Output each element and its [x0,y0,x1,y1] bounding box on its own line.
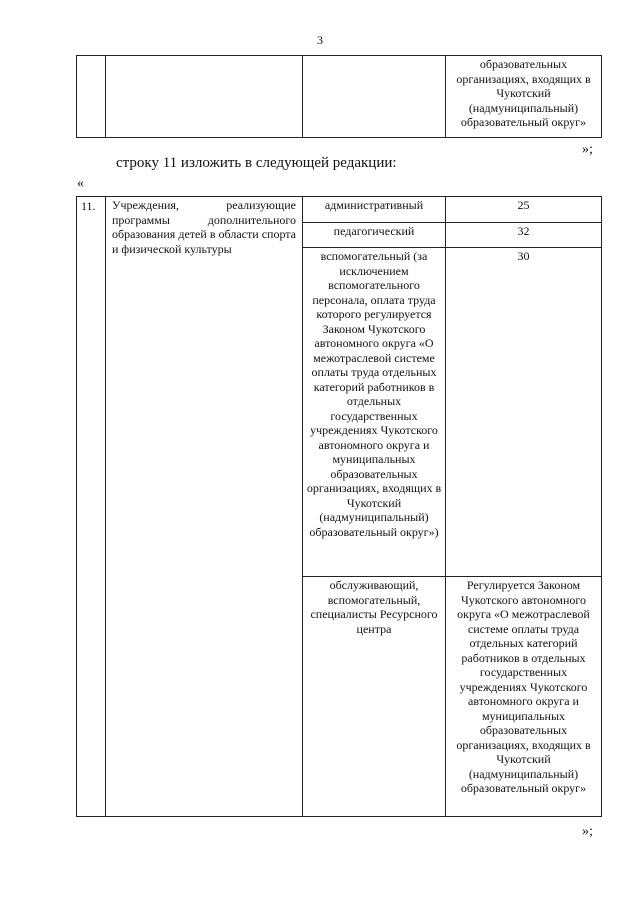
category-name: обслуживающий, вспомогательный, специалисты Ресурсного центра [303,577,446,817]
category-name: административный [303,197,446,223]
continued-table [76,55,602,138]
category-name: педагогический [303,223,446,248]
category-value: 25 [446,197,602,223]
institution-cell: Учреждения, реализующие программы дополнительного образования детей в области спорта и физической культуры [106,197,303,817]
category-value: Регулируется Законом Чукотского автономного округа «О межотраслевой системе оплаты труда отдельных категорий работников в отдельных государственных учреждениях Чукотского автономного округа и муниципальных образовательных организациях, входящих в Чукотский (надмуниципальный) образовательный округ» [446,577,602,817]
category-value: 30 [446,248,602,577]
page-number: 3 [317,33,323,47]
closing-mark: »; [582,824,593,839]
instruction-text: строку 11 изложить в следующей редакции: [116,155,397,171]
category-value: 32 [446,223,602,248]
opening-quote: « [77,176,84,191]
institution-cell [106,56,303,138]
table-row [77,56,602,138]
closing-mark: »; [582,142,593,157]
number-cell [77,56,106,138]
table-row [77,197,602,223]
value-cell: образовательных организациях, входящих в Чукотский (надмуниципальный) образовательный округ» [446,56,602,138]
category-name: вспомогательный (за исключением вспомогательного персонала, оплата труда которого регулируется Законом Чукотского автономного округа «О межотраслевой системе оплаты труда отдельных категорий работников в отдельных государственных учреждениях Чукотского автономного округа и муниципальных образовательных организациях, входящих в Чукотский (надмуниципальный) образовательный округ») [303,248,446,577]
row-number: 11. [77,197,106,817]
row-11-table [76,196,602,817]
category-cell [303,56,446,138]
